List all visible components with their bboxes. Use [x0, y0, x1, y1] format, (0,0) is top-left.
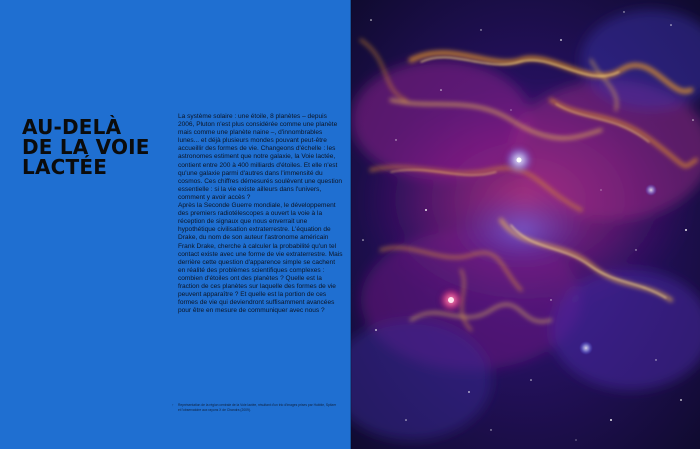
image-caption [172, 403, 338, 412]
title-line-1: AU-DELÀ [22, 115, 122, 139]
page-gutter [350, 0, 352, 449]
article-title [22, 117, 172, 177]
paragraph-1: La système solaire : une étoile, 8 planètes – depuis 2006, Pluton n'est plus considérée comme une planète mais comme une planète naine –, d'innombrables lunes... et déjà plusieurs mondes pouvant peut-être accueillir des formes de vie. Changeons d'échelle : les astronomes estiment que notre galaxie, la Voie lactée, contient entre 200 à 400 milliards d'étoiles. Et elle n'est qu'une galaxie parmi d'autres dans l'immensité du cosmos. Ces chiffres démesurés soulèvent une question essentielle : si la vie existe ailleurs dans l'univers, comment y avoir accès ? [178, 113, 343, 201]
title-line-3: LACTÉE [22, 155, 108, 179]
nebula-illustration [351, 0, 700, 449]
arrow-up-icon: ↑ [172, 403, 174, 407]
article-body [178, 113, 344, 315]
caption-text: Représentation de la région centrale de la Voie lactée, résultant d'un trio d'images prises par Hubble, Spitzer et l'observatoire aux rayons X de Chandra (2009). [178, 403, 337, 412]
paragraph-2: Après la Seconde Guerre mondiale, le développement des premiers radiotélescopes a ouvert la voie à la réception de signaux que nous enverrait une hypothétique civilisation extraterrestre. L'équation de Drake, du nom de son auteur l'astronome américain Frank Drake, cherche à calculer la probabilité qu'un tel contact existe avec une forme de vie extraterrestre. Mais derrière cette question d'apparence simple se cachent en réalité des problèmes scientifiques complexes : combien d'étoiles ont des planètes ? Quelle est la fraction de ces planètes sur laquelle des formes de vie peuvent apparaître ? Et quelle est la portion de ces formes de vie qui deviendront suffisamment avancées pour être en mesure de communiquer avec nous ? [178, 202, 343, 315]
title-line-2: DE LA VOIE [22, 135, 150, 159]
galactic-center-image [351, 0, 700, 449]
